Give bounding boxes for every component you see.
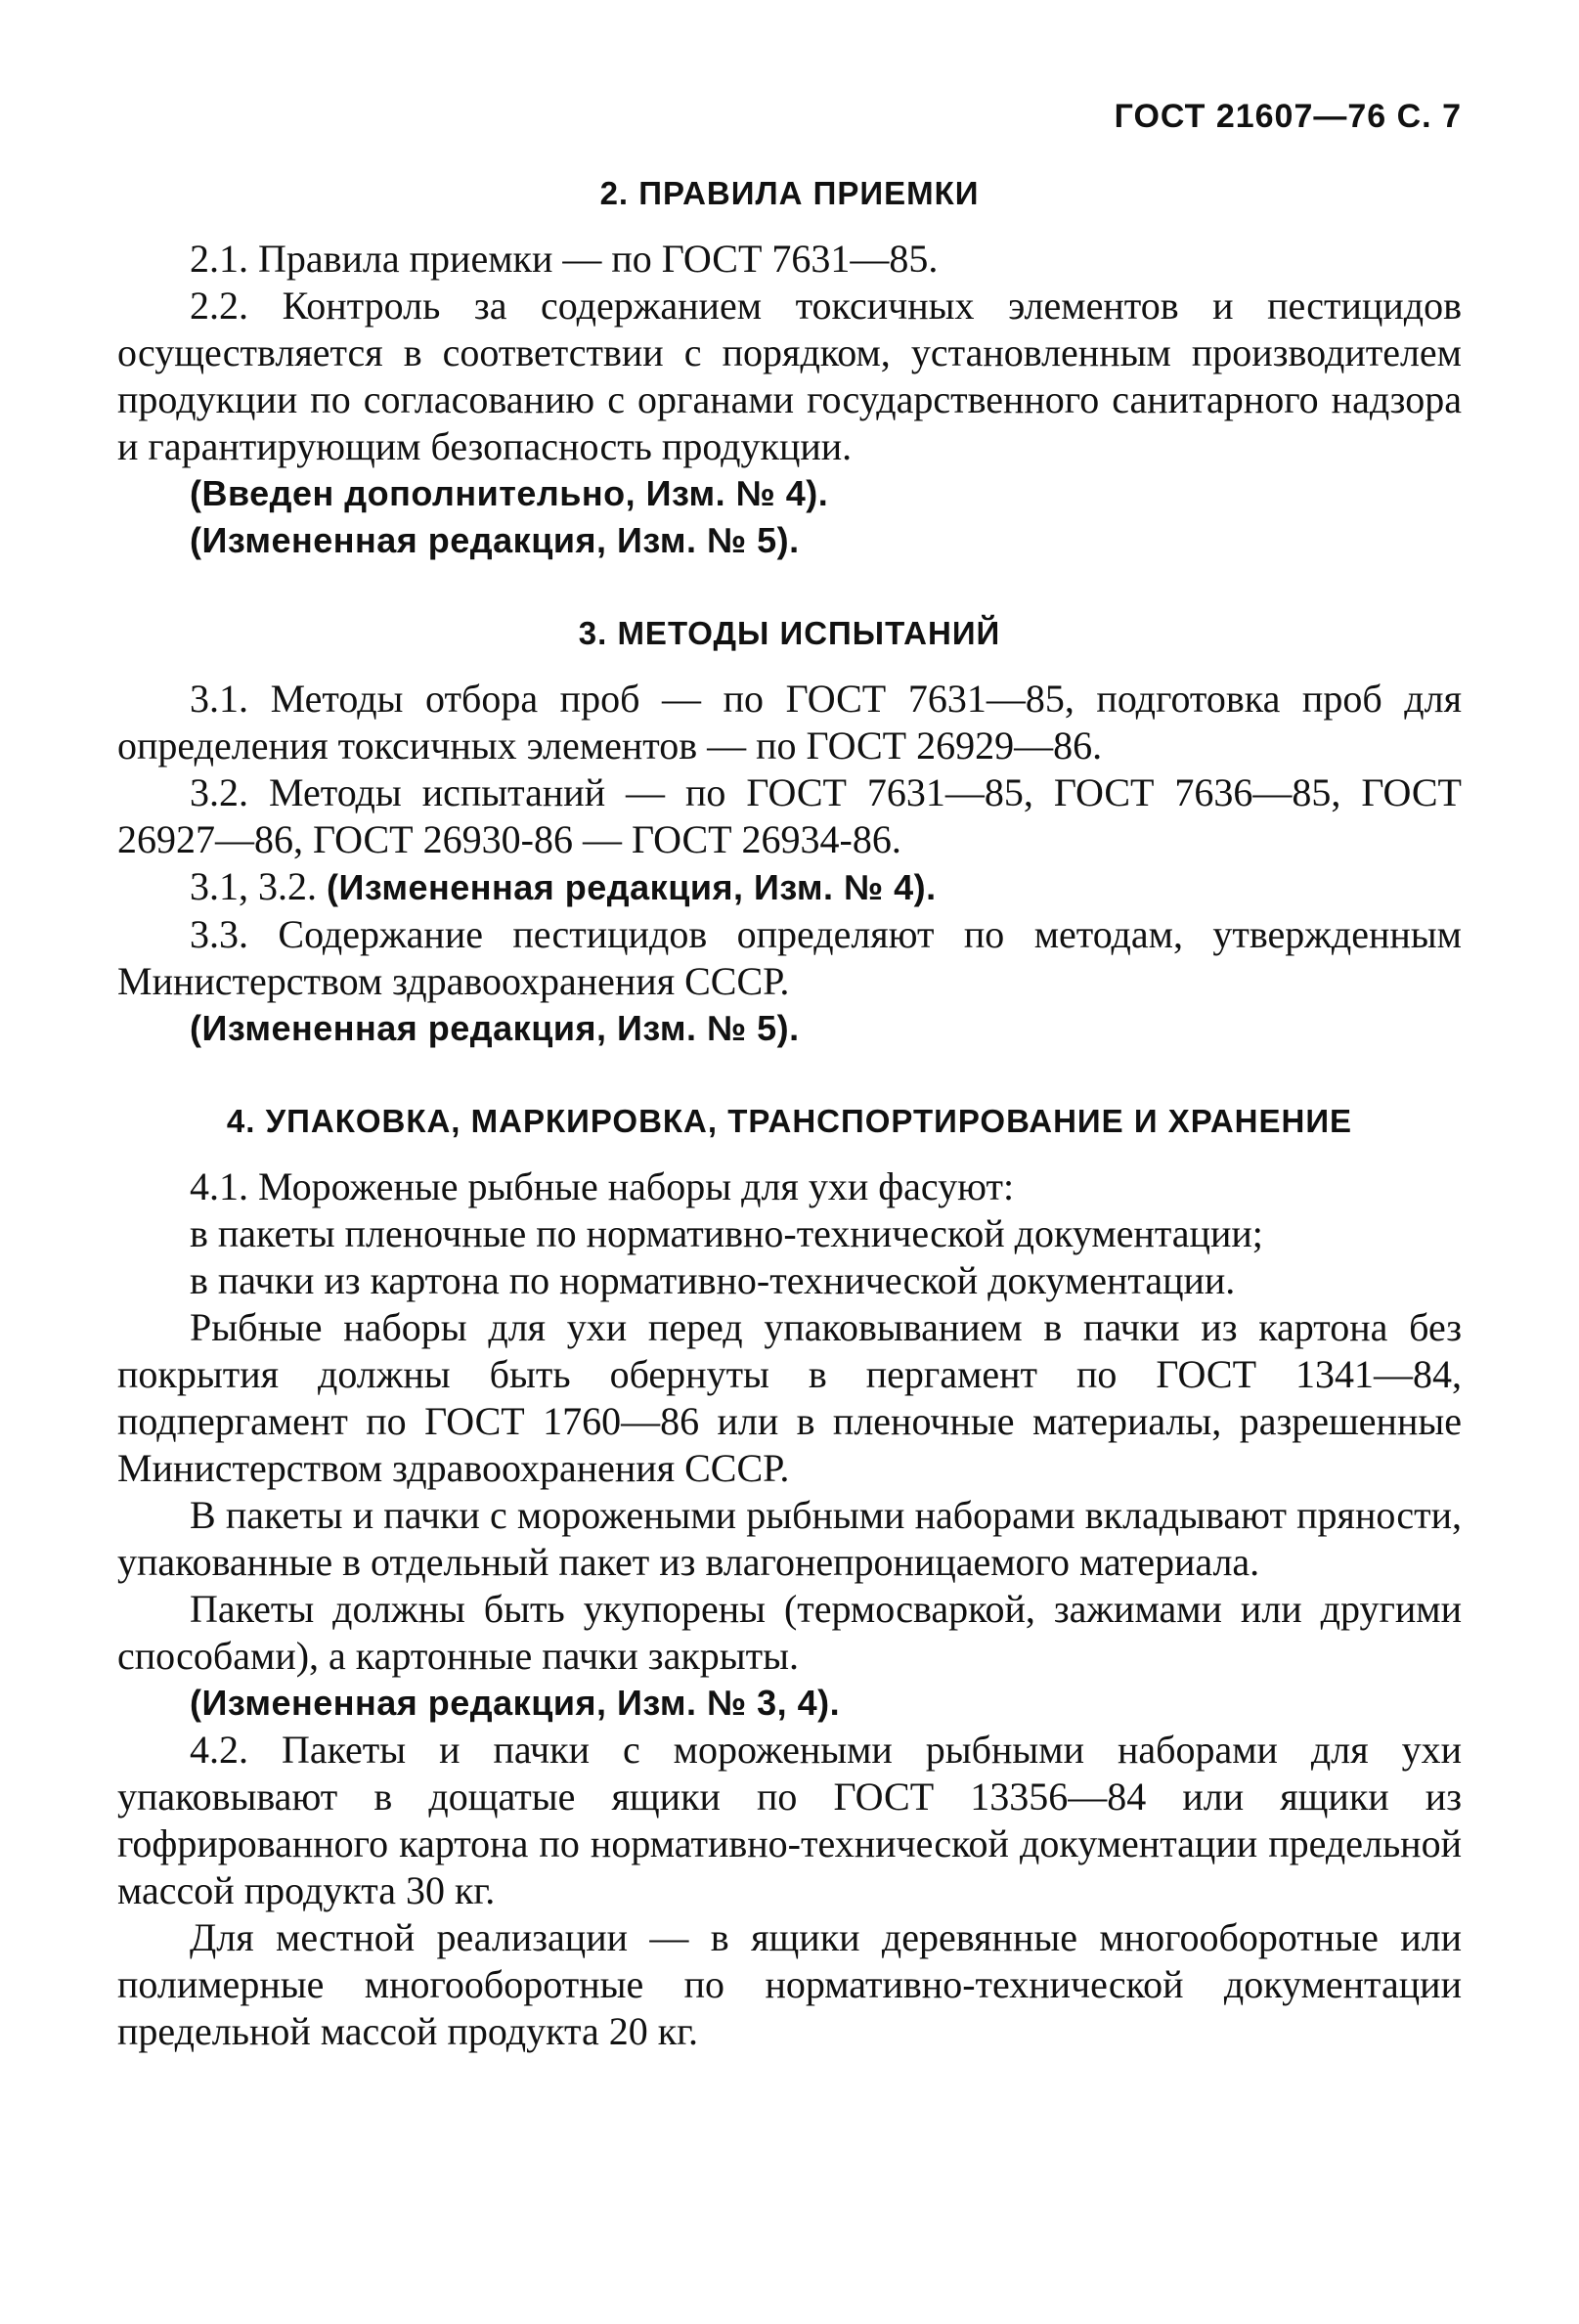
paragraph: В пакеты и пачки с морожеными рыбными наборами вкладывают пряности, упакованные в отдельный пакет из влагонепроницаемого материала. bbox=[117, 1493, 1462, 1584]
section-title: 4. УПАКОВКА, МАРКИРОВКА, ТРАНСПОРТИРОВАНИЕ И ХРАНЕНИЕ bbox=[226, 1103, 1353, 1139]
running-head: ГОСТ 21607—76 С. 7 bbox=[1114, 98, 1462, 135]
paragraph: 2.1. Правила приемки — по ГОСТ 7631—85. bbox=[190, 237, 939, 281]
paragraph: в пакеты пленочные по нормативно-технической документации; bbox=[190, 1211, 1263, 1255]
paragraph: Для местной реализации — в ящики деревянные многооборотные или полимерные многооборотные по нормативно-технической документации предельной массой продукта 20 кг. bbox=[117, 1915, 1462, 2053]
paragraph: 3.2. Методы испытаний — по ГОСТ 7631—85, ГОСТ 7636—85, ГОСТ 26927—86, ГОСТ 26930-86 — ГОСТ 26934-86. bbox=[117, 770, 1462, 861]
section-packaging bbox=[117, 1103, 1462, 2055]
section-title: 2. ПРАВИЛА ПРИЕМКИ bbox=[599, 175, 980, 211]
document-page bbox=[117, 98, 1462, 2106]
paragraph bbox=[117, 863, 1462, 911]
amendment-note: (Измененная редакция, Изм. № 3, 4). bbox=[190, 1683, 841, 1723]
section-acceptance-rules bbox=[117, 175, 1462, 564]
paragraph: 2.2. Контроль за содержанием токсичных элементов и пестицидов осуществляется в соответствии с порядком, установленным производителем продукции по согласованию с органами государственного санитарного надзора и гарантирующим безопасность продукции. bbox=[117, 284, 1462, 468]
amendment-note: (Измененная редакция, Изм. № 5). bbox=[190, 1008, 800, 1048]
amendment-note-inline: (Измененная редакция, Изм. № 4). bbox=[327, 867, 937, 907]
section-title: 3. МЕТОДЫ ИСПЫТАНИЙ bbox=[578, 615, 1001, 651]
paragraph: 4.2. Пакеты и пачки с морожеными рыбными наборами для ухи упаковывают в дощатые ящики по ГОСТ 13356—84 или ящики из гофрированного картона по нормативно-технической документации предельной массой продукта 30 кг. bbox=[117, 1728, 1462, 1912]
paragraph: Рыбные наборы для ухи перед упаковыванием в пачки из картона без покрытия должны быть обернуты в пергамент по ГОСТ 1341—84, подпергамент по ГОСТ 1760—86 или в пленочные материалы, разрешенные Министерством здравоохранения СССР. bbox=[117, 1305, 1462, 1490]
paragraph: 4.1. Мороженые рыбные наборы для ухи фасуют: bbox=[190, 1164, 1015, 1208]
amendment-note: (Введен дополнительно, Изм. № 4). bbox=[190, 473, 829, 513]
paragraph: Пакеты должны быть укупорены (термосваркой, зажимами или другими способами), а картонные пачки закрыты. bbox=[117, 1587, 1462, 1678]
paragraph: 3.1. Методы отбора проб — по ГОСТ 7631—85, подготовка проб для определения токсичных элементов — по ГОСТ 26929—86. bbox=[117, 677, 1462, 767]
section-test-methods bbox=[117, 615, 1462, 1052]
amendment-note: (Измененная редакция, Изм. № 5). bbox=[190, 520, 800, 560]
paragraph: 3.3. Содержание пестицидов определяют по методам, утвержденным Министерством здравоохранения СССР. bbox=[117, 912, 1462, 1003]
paragraph-prefix: 3.1, 3.2. bbox=[190, 864, 327, 908]
paragraph: в пачки из картона по нормативно-технической документации. bbox=[190, 1258, 1236, 1302]
